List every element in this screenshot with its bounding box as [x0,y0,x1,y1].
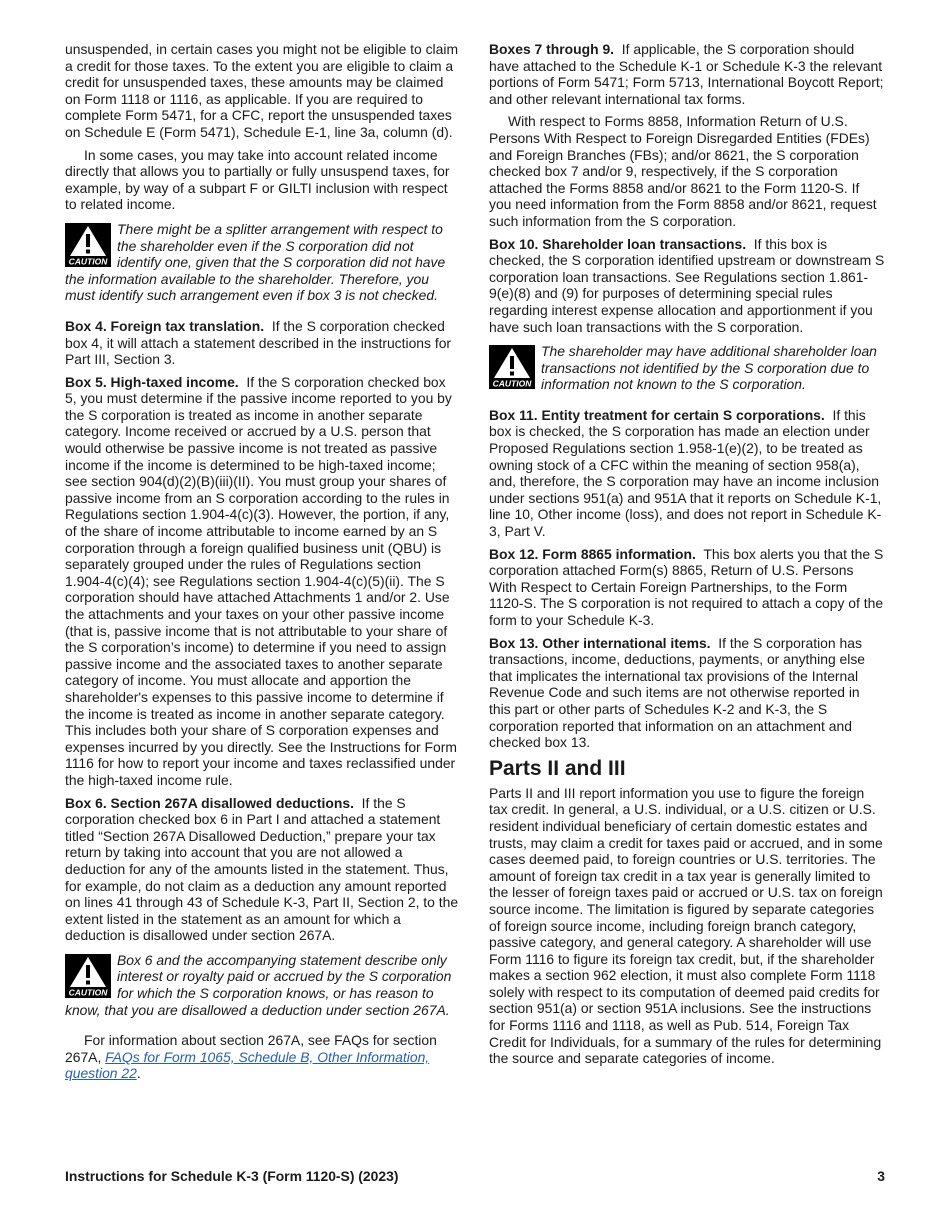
caution-note [65,221,461,304]
section-heading: Parts II and III [489,756,626,780]
box-4-heading: Box 4. Foreign tax translation. [65,317,265,334]
box-12-heading: Box 12. Form 8865 information. [489,545,696,562]
box-5-heading: Box 5. High-taxed income. [65,373,239,390]
caution-label: CAUTION [68,987,108,998]
caution-icon [489,345,535,389]
box-6-paragraph: Box 6. Section 267A disallowed deductions. If the S corporation checked box 6 in Part I and attached a statement titled “Section 267A Disallowed Deduction,” prepare your tax return by taking into account that you are not allowed a deduction for any of the amounts listed in the statement. Thus, for example, do not claim as a deduction any amount reported on lines 41 through 43 of Schedule K-3, Part II, Section 2, to the extent listed in the statement as an amount for which a deduction is disallowed under section 267A. [65,794,459,944]
box-13-paragraph: Box 13. Other international items. If the S corporation has transactions, income, deductions, payments, or anything else that implicates the international tax provisions of the Internal Revenue Code and such items are not otherwise reported in this part or other parts of Schedules K-2 and K-3, the S corporation reported that information on an attachment and checked box 13. [489,634,866,751]
box-13-heading: Box 13. Other international items. [489,634,711,651]
page-number: 3 [877,1168,885,1184]
box-5-paragraph: Box 5. High-taxed income. If the S corporation checked box 5, you must determine if the passive income reported to you by the S corporation is treated as income in another separate category. Income received or accrued by a U.S. person that would otherwise be passive income is not treated as passive income if the income is determined to be high-taxed income; see section 904(d)(2)(B)(iii)(II). You must group your shares of passive income from an S corporation according to the rules in Regulations section 1.904-4(c)(3). However, the portion, if any, of the share of income attributable to income earned by an S corporation through a foreign qualified business unit (QBU) is separately grouped under the rules of Regulations section 1.904-4(c)(4); see Regulations section 1.904-4(c)(5)(ii). The S corporation should have attached Attachments 1 and/or 2. Use the attachments and your taxes on your other passive income (that is, passive income that is not attributable to your share of the S corporation’s income) to determine if you need to assign passive income and the associated taxes to another separate category of income. You must allocate and apportion the shareholder's expenses to this passive income to determine if the income is treated as income in another separate category. This includes both your share of S corporation expenses and expenses incurred by you directly. See the Instructions for Form 1116 for how to report your income and taxes reclassified under the high-taxed income rule. [65,373,457,788]
caution-text: There might be a splitter arrangement with respect to the shareholder even if the S corporation did not identify one, given that the S corporation did not have the information available to the shareholder. Therefore, you must identify such arrangement even if box 3 is not checked. [65,220,446,304]
paragraph: unsuspended, in certain cases you might not be eligible to claim a credit for those taxes. To the extent you are eligible to claim a credit for unsuspended taxes, these amounts may be claimed on Form 1118 or 1116, as applicable. If you are required to complete Form 5471, for a CFC, report the unsuspended taxes on Schedule E (Form 5471), Schedule E-1, line 3a, column (d). [65,41,459,140]
box-6-heading: Box 6. Section 267A disallowed deductions. [65,794,354,811]
caution-note [65,952,461,1018]
left-column [65,41,461,1088]
box-12-paragraph: Box 12. Form 8865 information. This box alerts you that the S corporation attached Form(s) 8865, Return of U.S. Persons With Respect to Certain Foreign Partnerships, to the Form 1120-S. The S corporation is not required to attach a copy of the form to your Schedule K-3. [489,545,884,628]
box-10-paragraph: Box 10. Shareholder loan transactions. If this box is checked, the S corporation identified upstream or downstream S corporation loan transactions. See Regulations section 1.861-9(e)(8) and (9) for purposes of determining special rules regarding interest expense allocation and apportionment if you have such loan transactions with the S corporation. [489,235,885,335]
box-4-paragraph: Box 4. Foreign tax translation. If the S corporation checked box 4, it will attach a statement described in the instructions for Part III, Section 3. [65,317,452,368]
box-11-paragraph: Box 11. Entity treatment for certain S corporations. If this box is checked, the S corporation has made an election under Proposed Regulations section 1.958-1(e)(2), to be treated as owning stock of a CFC within the meaning of section 958(a), and, therefore, the S corporation may have an income inclusion under sections 951(a) and 951A that it reports on Schedule K-1, line 10, Other income (loss), and does not report in Schedule K-3, Part V. [489,406,882,540]
caution-label: CAUTION [68,256,108,267]
caution-text: Box 6 and the accompanying statement describe only interest or royalty paid or accrued by the S corporation for which the S corporation knows, or has reason to know, that you are disallowed a deduction under section 267A. [65,951,452,1018]
paragraph: In some cases, you may take into account related income directly that allows you to partially or fully unsuspend taxes, for example, by way of a subpart F or GILTI inclusion with respect to related income. [65,146,450,213]
paragraph: Parts II and III report information you use to figure the foreign tax credit. In general, a U.S. individual, or a U.S. citizen or U.S. resident individual beneficiary of certain domestic estates and trusts, may claim a credit for taxes paid or accrued, and in some cases deemed paid, to foreign countries or U.S. territories. The amount of foreign tax credit in a tax year is generally limited to the lesser of foreign taxes paid or accrued or U.S. tax on foreign source income. The limitation is figured by separate categories of foreign source income, including foreign branch category, passive category, and general category. A shareholder will use Form 1116 to figure its foreign tax credit, but, if the shareholder makes a section 962 election, it must also complete Form 1118 solely with respect to its computation of deemed paid credits for section 951(a) or section 951A inclusions. See the instructions for Forms 1116 and 1118, as well as Pub. 514, Foreign Tax Credit for Individuals, for a summary of the rules for determining the source and separate categories of income. [489,784,883,1067]
caution-icon [65,954,111,998]
box-10-heading: Box 10. Shareholder loan transactions. [489,235,747,252]
box-11-heading: Box 11. Entity treatment for certain S corporations. [489,406,825,423]
paragraph: With respect to Forms 8858, Information Return of U.S. Persons With Respect to Foreign Disregarded Entities (FDEs) and Foreign Branches (FBs); and/or 8621, the S corporation checked box 7 and/or 9, respectively, if the S corporation attached the Forms 8858 and/or 8621 to the Form 1120-S. If you need information from the Form 8858 and/or 8621, request such information from the S corporation. [489,113,877,229]
caution-text: The shareholder may have additional shareholder loan transactions not identified by the S corporation due to information not known to the S corporation. [541,343,877,393]
box-7-heading: Boxes 7 through 9. [489,41,615,57]
footer-title: Instructions for Schedule K-3 (Form 1120-S) (2023) [65,1168,399,1184]
faq-link[interactable]: FAQs for Form 1065, Schedule B, Other Information, question 22 [65,1048,430,1082]
paragraph: For information about section 267A, see FAQs for section 267A, FAQs for Form 1065, Schedule B, Other Information, question 22. [65,1032,437,1082]
box-7-paragraph: Boxes 7 through 9. If applicable, the S corporation should have attached to the Schedule K-1 or Schedule K-3 the relevant portions of Form 5471; Form 5713, International Boycott Report; and other relevant international tax forms. [489,41,884,107]
caution-note [489,343,885,393]
caution-label: CAUTION [492,378,532,389]
caution-icon [65,223,111,267]
right-column [489,41,885,1073]
